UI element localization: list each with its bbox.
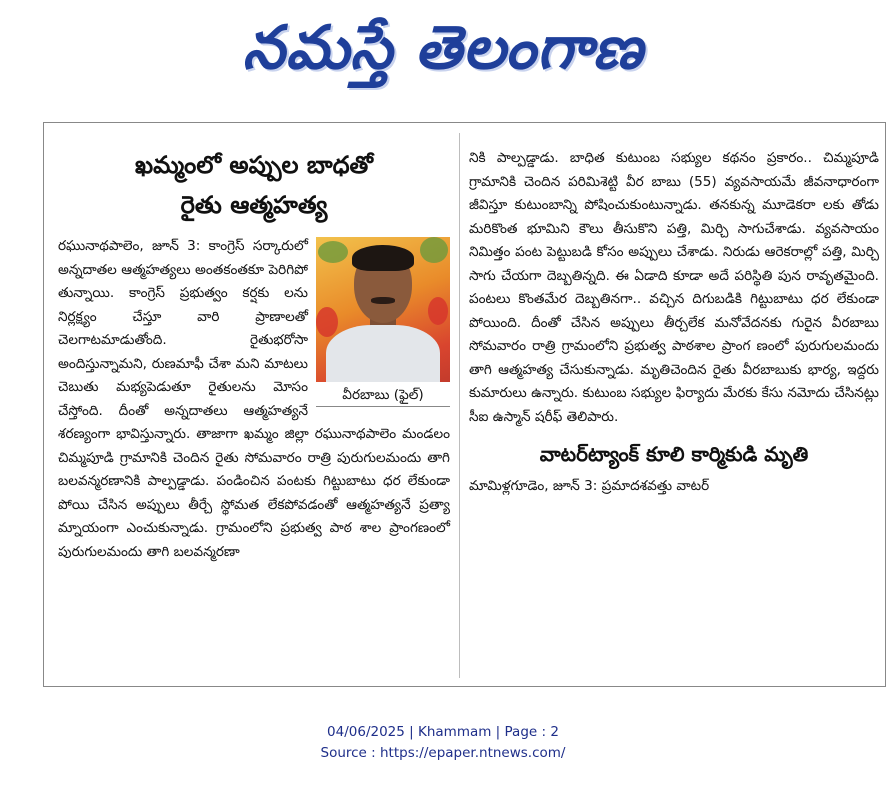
second-article-lead: మామిళ్లగూడెం, జూన్ 3: ప్రమాదశవత్తు వాటర్ xyxy=(469,478,710,494)
photo-caption: వీరబాబు (ఫైల్) xyxy=(316,384,450,407)
second-article-headline: వాటర్‌ట్యాంక్ కూలి కార్మికుడి మృతి xyxy=(539,442,809,466)
headline-line-1: ఖమ్మంలో అప్పుల బాధతో xyxy=(135,151,373,179)
masthead xyxy=(0,0,886,110)
right-column xyxy=(469,147,879,499)
newspaper-logo: నమస్తే తెలంగాణ xyxy=(242,13,644,83)
article-body-left: రఘునాథపాలెం, జూన్ 3: కాంగ్రెస్ సర్కారులో అన్నదాతల ఆత్మహత్యలు అంతకంతకూ పెరిగిపో తున్నాయి. కాంగ్రెస్ ప్రభుత్వం కర్షకు లను నిర్లక్ష్యం చేస్తూ వారి ప్రాణాలతో చెలగాటమాడుతోంది. రైతుభరోసా అందిస్తున్నామని, రుణమాఫీ చేశా మని మాటలు చెబుతు మభ్యపెడుతూ రైతులను మోసం చేస్తోంది. దీంతో అన్నదాతలు ఆత్మహత్యనే శరణ్యంగా భావిస్తున్నారు. తాజాగా ఖమ్మం జిల్లా రఘునాథపాలెం మండలం చిమ్మపూడి గ్రామానికి చెందిన రైతు సోమవారం రాత్రి పురుగులమందు తాగి బలవన్మరణానికి పాల్పడ్డాడు. పండించిన పంటకు గిట్టుబాటు ధర లేకుండా పోయి చేసిన అప్పులు తీర్చే స్థోమత లేకపోవడంతో ఆత్మహత్యనే ప్రత్యా మ్నాయంగా ఎంచుకున్నాడు. గ్రామంలోని ప్రభుత్వ పాఠ శాల ప్రాంగణంలో పురుగులమందు తాగి బలవన్మరణా xyxy=(58,238,450,560)
news-clipping xyxy=(43,122,886,687)
edition-info: 04/06/2025 | Khammam | Page : 2 xyxy=(327,724,559,740)
source-link[interactable]: Source : https://epaper.ntnews.com/ xyxy=(320,745,566,761)
photo-box xyxy=(316,237,450,407)
left-column xyxy=(58,131,450,564)
headline-line-2: రైతు ఆత్మహత్య xyxy=(180,191,328,219)
column-divider xyxy=(459,133,460,678)
article-body-right: నికి పాల్పడ్డాడు. బాధిత కుటుంబ సభ్యుల కథనం ప్రకారం.. చిమ్మపూడి గ్రామానికి చెందిన పరిమిశెట్టి వీర బాబు (55) వ్యవసాయమే జీవనాధారంగా జీవిస్తూ కుటుంబాన్ని పోషించుకుంటున్నాడు. తనకున్న మూడెకరా లకు తోడు మరికొంత భూమిని కౌలు తీసుకొని పత్తి, మిర్చి సాగుచేశాడు. వ్యవసాయం నిమిత్తం పంట పెట్టుబడి కోసం అప్పులు చేశాడు. నిరుడు ఆరెకరాల్లో పత్తి, మిర్చి సాగు చేయగా దెబ్బతిన్నది. ఈ ఏడాది కూడా అదే పరిస్థితి పున రావృతమైంది. పంటలు కొంతమేర దెబ్బతినగా.. వచ్చిన దిగుబడికి గిట్టుబాటు ధర లేకుండా పోయింది. దీంతో చేసిన అప్పులు తీర్చలేక మనోవేదనకు గురైన వీరబాబు సోమవారం రాత్రి గ్రామంలోని ప్రభుత్వ పాఠశాల ప్రాంగ ణంలో పురుగులమందు తాగి ఆత్మహత్య చేసుకున్నాడు. మృతిచెందిన రైతు వీరబాబుకు భార్య, ఇద్దరు కుమారులు ఉన్నారు. కుటుంబ సభ్యుల ఫిర్యాదు మేరకు కేసు నమోదు చేసినట్లు సీఐ ఉస్మాన్ షరీఫ్ తెలిపారు. xyxy=(469,150,879,425)
farmer-photo xyxy=(316,237,450,382)
article-headline xyxy=(58,145,450,225)
page-footer xyxy=(0,722,886,764)
